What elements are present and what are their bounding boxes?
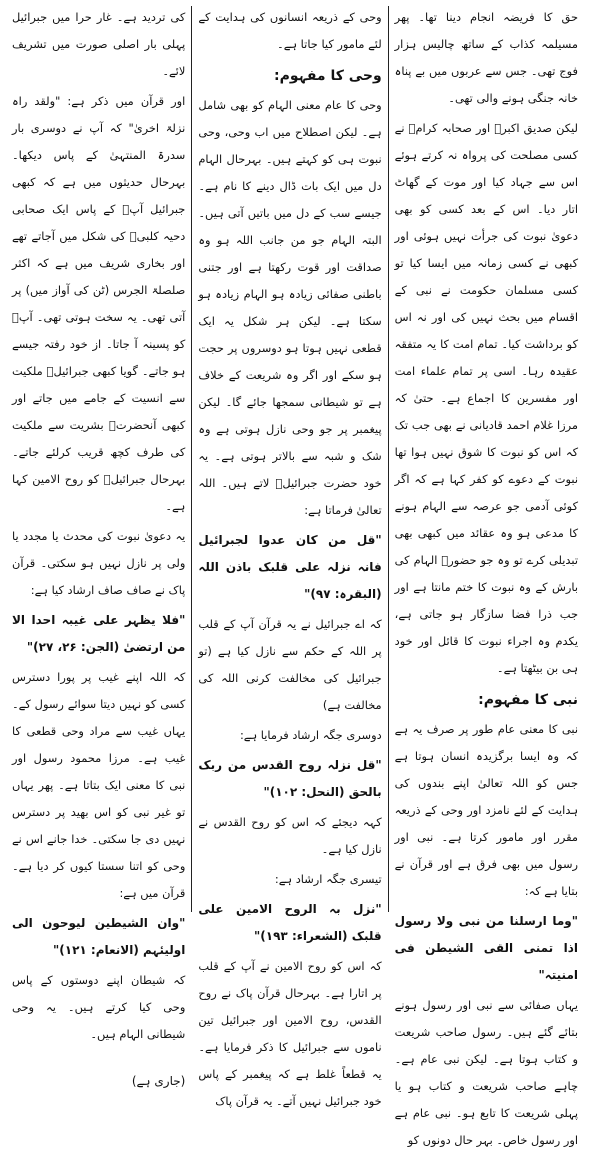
column-right bbox=[389, 4, 584, 1147]
column-middle bbox=[192, 4, 387, 1108]
paragraph: کہ اس کو روح الامین نے آپ کے قلب پر اتارا ہے۔ بہرحال قرآن پاک نے روح القدس، روح الامین اور جبرائیل تین ناموں سے جبرائیل کا ذکر فرمایا ہے۔ یہ قطعاً غلط ہے کہ پیغمبر کے پاس خود جبرائیل نہیں آتے۔ یہ قرآن پاک bbox=[198, 959, 382, 1108]
section-heading: وحی کا مفہوم: bbox=[273, 68, 382, 84]
quran-quote: "فلا یظہر علی غیبہ احدا الا من ارتضیٰ (الجن: ۲۶، ۲۷)" bbox=[11, 613, 186, 654]
paragraph: وحی کے ذریعہ انسانوں کی ہدایت کے لئے مامور کیا جاتا ہے۔ bbox=[198, 10, 382, 51]
quran-quote: "قل نزلہ روح القدس من ربک بالحق (النحل: ۱۰۲)" bbox=[198, 758, 382, 799]
paragraph: کہ اے جبرائیل نے یہ قرآن آپ کے قلب پر اللہ کے حکم سے نازل کیا ہے (تو جبرائیل کی مخالفت کرنی اللہ کی مخالفت ہے) bbox=[198, 617, 382, 712]
paragraph: حق کا فریضہ انجام دینا تھا۔ پھر مسیلمہ کذاب کے ساتھ چالیس ہزار فوج تھی۔ جس سے عربوں میں بے پناہ خانہ جنگی ہونے والی تھی۔ bbox=[394, 10, 578, 105]
quran-quote: "وان الشیطین لیوحون الی اولیئہم (الانعام: ۱۲۱)" bbox=[11, 916, 186, 957]
paragraph: نبی کا معنی عام طور پر صرف یہ ہے کہ وہ ایسا برگزیدہ انسان ہوتا ہے جس کو اللہ تعالیٰ اپنے بندوں کی ہدایت کے لئے نامزد اور وحی کے ذریعہ مقرر اور مامور کرتا ہے۔ نبی اور رسول میں بھی فرق ہے اور قرآن نے بتایا ہے کہ: bbox=[394, 722, 578, 898]
paragraph: اور قرآن میں ذکر ہے: "ولقد راہ نزلۃ اخریٰ" کہ آپ نے دوسری بار سدرۃ المنتہیٰ کے پاس دیکھا۔ بہرحال حدیثوں میں ہے کہ کبھی جبرائیل آپؐ کے پاس ایک صحابی دحیہ کلبیؓ کی شکل میں آجاتے تھے اور بخاری شریف میں ہے کہ اکثر صلصلۃ الجرس (ٹن کی آواز میں) پر آتی تھی۔ یہ سخت ہوتی تھی۔ آپؐ کو پسینہ آ جاتا۔ از خود رفتہ جیسے ہو جاتے۔ گویا کبھی جبرائیلؑ ملکیت سے انسیت کے جامے میں جاتے اور کبھی آنحضرتؐ بشریت سے ملکیت کی طرف کچھ قریب کرلئے جاتے۔ بہرحال جبرائیلؑ کو روح الامین کہا ہے۔ bbox=[11, 94, 186, 513]
paragraph: دوسری جگہ ارشاد فرمایا ہے: bbox=[239, 728, 382, 742]
paragraph: کہ شیطان اپنے دوستوں کے پاس وحی کیا کرتے ہیں۔ یہ وحی شیطانی الہام ہیں۔ bbox=[11, 973, 186, 1041]
quran-quote: "وما ارسلنا من نبی ولا رسول اذا تمنی القی الشیطن فی امنیتہ" bbox=[394, 914, 578, 982]
quran-quote: "قل من کان عدوا لجبرائیل فانہ نزلہ علی قلبک باذن اللہ (البقرہ: ۹۷)" bbox=[198, 533, 382, 601]
paragraph: یہ دعویٰ نبوت کی محدث یا مجدد یا ولی پر نازل نہیں ہو سکتی۔ قرآن پاک نے صاف صاف ارشاد کیا ہے: bbox=[11, 529, 186, 597]
paragraph: وحی کا عام معنی الہام کو بھی شامل ہے۔ لیکن اصطلاح میں اب وحی، وحی نبوت ہی کو کہتے ہیں۔ بہرحال الہام دل میں ایک بات ڈال دینے کا نام ہے۔ جیسے سب کے دل میں باتیں آتی ہیں۔ البتہ الہام جو من جانب اللہ ہو وہ صداقت اور قوت رکھتا ہے اور جتنی باطنی صفائی زیادہ ہو الہام زیادہ ہو سکتا ہے۔ لیکن ہر شکل یہ ایک قطعی نہیں ہوتا ہو دوسروں پر حجت ہو سکے اور اگر وہ شریعت کے خلاف ہے تو شیطانی سمجھا جائے گا۔ لیکن پیغمبر پر جو وحی نازل ہوتی ہے وہ شک و شبہ سے بالاتر ہوتی ہے۔ یہ خود حضرت جبرائیلؑ لاتے ہیں۔ اللہ تعالیٰ فرماتا ہے: bbox=[198, 98, 382, 517]
paragraph: لیکن صدیق اکبرؓ اور صحابہ کرامؓ نے کسی مصلحت کی پرواہ نہ کرتے ہوئے اس سے جہاد کیا اور موت کے گھاٹ اتار دیا۔ اس کے بعد کسی کو بھی دعویٰ نبوت کی جرأت نہیں ہوئی اور کبھی نے کسی زمانہ میں ایسا کیا تو کسی مسلمان حکومت نے نبی کے اقسام میں بحث نہیں کی اور نہ اس کو برداشت کیا۔ تمام امت کا یہ متفقہ عقیدہ رہا۔ اسی پر تمام علماء امت اور مفسرین کا اجماع ہے۔ حتیٰ کہ مرزا غلام احمد قادیانی نے بھی جب تک کہ اس کو نبوت کا شوق نہیں ہوا تھا نبوت کے دعوے کو کفر کہا ہے کہ اگر کوئی آدمی جو عرصہ سے الہام ہونے کا مدعی ہو وہ عقائد میں کبھی بھی تبدیلی کرے تو وہ جو حضورؐ الہام کی بارش کے وہ نبوت کا ختم مانتا ہے اور جب ذرا فضا سازگار ہو جاتی ہے، یکدم وہ اجراء نبوت کا قائل اور خود ہی بن بیٹھتا ہے۔ bbox=[394, 121, 578, 675]
column-left bbox=[6, 4, 191, 1088]
paragraph: تیسری جگہ ارشاد ہے: bbox=[274, 872, 382, 886]
paragraph: کہ اللہ اپنے غیب پر پورا دسترس کسی کو نہیں دیتا سوائے رسول کے۔ یہاں غیب سے مراد وحی قطعی کا غیب ہے۔ مرزا محمود رسول اور نبی کا معنی ایک بتاتا ہے۔ پھر یہاں تو غیر نبی کو اس بھید پر دسترس نہیں دی جا سکتی۔ خدا جانے اس نے وحی کو اتنا سستا کیوں کر دیا ہے۔ قرآن میں ہے: bbox=[11, 670, 186, 900]
continued-note: (جاری ہے) bbox=[131, 1074, 186, 1088]
quran-quote: "نزل بہ الروح الامین علی قلبک (الشعراء: ۱۹۳)" bbox=[198, 902, 382, 943]
paragraph: کہہ دیجئے کہ اس کو روح القدس نے نازل کیا ہے۔ bbox=[198, 815, 382, 856]
section-heading: نبی کا مفہوم: bbox=[478, 692, 578, 708]
paragraph: یہاں صفائی سے نبی اور رسول ہونے بتائے گئے ہیں۔ رسول صاحب شریعت و کتاب ہوتا ہے۔ لیکن نبی عام ہے۔ چاہے صاحب شریعت و کتاب ہو یا پہلی شریعت کا تابع ہو۔ نبی عام ہے اور رسول خاص۔ بہر حال دونوں کو bbox=[394, 998, 578, 1147]
paragraph: کی تردید ہے۔ غار حرا میں جبرائیل پہلی بار اصلی صورت میں تشریف لائے۔ bbox=[11, 10, 186, 78]
